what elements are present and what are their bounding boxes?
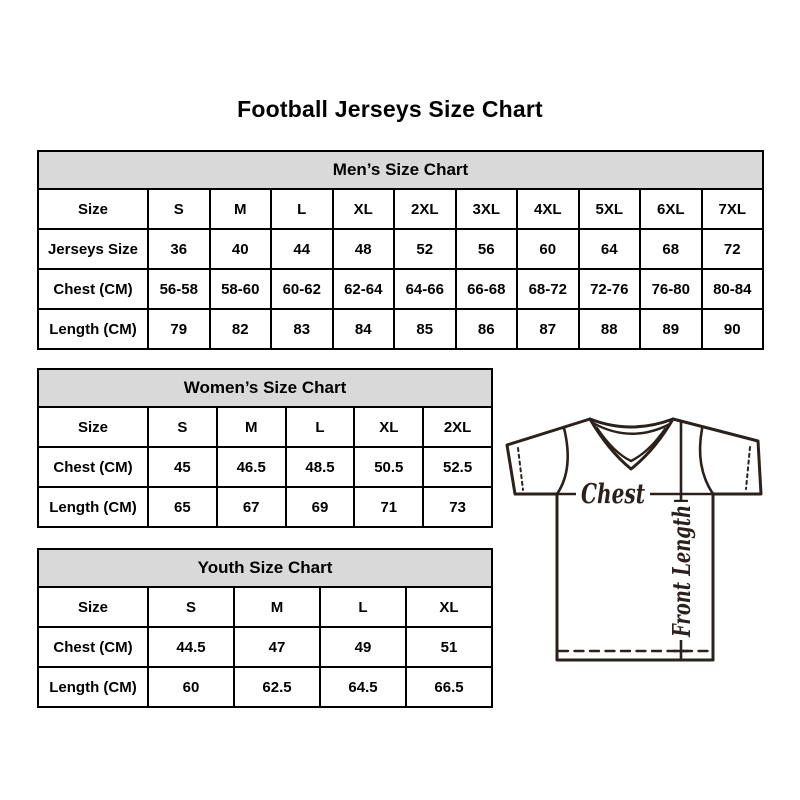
table-cell: 46.5 [217, 447, 286, 487]
page-title: Football Jerseys Size Chart [237, 96, 543, 122]
front-length-label: Front Length [667, 459, 696, 637]
table-cell: 52.5 [423, 447, 492, 487]
table-cell: 66-68 [456, 269, 518, 309]
table-row [38, 229, 763, 269]
mens-size-chart-table [37, 150, 764, 350]
table-cell: 60 [517, 229, 579, 269]
table-cell: 82 [210, 309, 272, 349]
table-cell: 87 [517, 309, 579, 349]
table-cell: 64.5 [320, 667, 406, 707]
table-cell: XL [333, 189, 395, 229]
chest-label: Chest [581, 479, 646, 510]
jersey-left-sleeve-dashed-line [518, 448, 523, 490]
table-row [38, 447, 492, 487]
table-cell: 76-80 [640, 269, 702, 309]
jersey-collar-top-curve [590, 419, 673, 427]
table-cell: 62-64 [333, 269, 395, 309]
table-title: Men’s Size Chart [38, 151, 763, 189]
table-cell: 44 [271, 229, 333, 269]
table-cell: M [217, 407, 286, 447]
table-cell: 52 [394, 229, 456, 269]
table-row [38, 269, 763, 309]
table-cell: 56 [456, 229, 518, 269]
row-label: Size [38, 587, 148, 627]
table-title: Women’s Size Chart [38, 369, 492, 407]
table-row [38, 627, 492, 667]
table-cell: 60 [148, 667, 234, 707]
table-cell: XL [406, 587, 492, 627]
table-cell: 40 [210, 229, 272, 269]
table-cell: 72-76 [579, 269, 641, 309]
jersey-outline-illustration [502, 401, 778, 667]
jersey-right-sleeve-dashed-line [746, 447, 750, 489]
table-cell: 79 [148, 309, 210, 349]
row-label: Size [38, 407, 148, 447]
table-cell: S [148, 587, 234, 627]
table-cell: M [234, 587, 320, 627]
table-cell: M [210, 189, 272, 229]
jersey-right-sleeve [673, 419, 761, 494]
table-cell: 73 [423, 487, 492, 527]
table-row [38, 189, 763, 229]
table-cell: 44.5 [148, 627, 234, 667]
table-cell: 62.5 [234, 667, 320, 707]
table-title-row [38, 369, 492, 407]
table-cell: 80-84 [702, 269, 764, 309]
table-cell: 69 [286, 487, 355, 527]
row-label: Chest (CM) [38, 447, 148, 487]
table-cell: L [271, 189, 333, 229]
table-cell: 51 [406, 627, 492, 667]
table-cell: XL [354, 407, 423, 447]
womens-size-chart-table [37, 368, 493, 528]
table-cell: 50.5 [354, 447, 423, 487]
row-label: Length (CM) [38, 487, 148, 527]
table-cell: 68-72 [517, 269, 579, 309]
table-cell: 2XL [394, 189, 456, 229]
table-title-row [38, 151, 763, 189]
table-row [38, 487, 492, 527]
table-cell: 67 [217, 487, 286, 527]
table-cell: 2XL [423, 407, 492, 447]
table-cell: 48.5 [286, 447, 355, 487]
table-row [38, 667, 492, 707]
row-label: Jerseys Size [38, 229, 148, 269]
table-row [38, 309, 763, 349]
table-cell: 60-62 [271, 269, 333, 309]
row-label: Length (CM) [38, 667, 148, 707]
table-title-row [38, 549, 492, 587]
table-cell: S [148, 407, 217, 447]
table-cell: 66.5 [406, 667, 492, 707]
table-cell: 84 [333, 309, 395, 349]
table-cell: S [148, 189, 210, 229]
table-cell: 65 [148, 487, 217, 527]
table-cell: 83 [271, 309, 333, 349]
table-cell: 7XL [702, 189, 764, 229]
table-cell: 47 [234, 627, 320, 667]
table-cell: 4XL [517, 189, 579, 229]
table-cell: 45 [148, 447, 217, 487]
table-cell: 49 [320, 627, 406, 667]
table-cell: 3XL [456, 189, 518, 229]
table-row [38, 407, 492, 447]
jersey-right-armhole-seam [700, 429, 713, 494]
table-cell: 71 [354, 487, 423, 527]
table-cell: 58-60 [210, 269, 272, 309]
row-label: Chest (CM) [38, 269, 148, 309]
row-label: Length (CM) [38, 309, 148, 349]
table-cell: 68 [640, 229, 702, 269]
table-cell: 86 [456, 309, 518, 349]
jersey-left-armhole-seam [557, 428, 568, 494]
table-cell: 72 [702, 229, 764, 269]
table-cell: 64 [579, 229, 641, 269]
table-title: Youth Size Chart [38, 549, 492, 587]
row-label: Chest (CM) [38, 627, 148, 667]
table-cell: 48 [333, 229, 395, 269]
table-cell: 85 [394, 309, 456, 349]
table-cell: L [320, 587, 406, 627]
table-cell: 88 [579, 309, 641, 349]
table-cell: 89 [640, 309, 702, 349]
table-cell: 5XL [579, 189, 641, 229]
table-cell: 90 [702, 309, 764, 349]
table-cell: 6XL [640, 189, 702, 229]
table-cell: 56-58 [148, 269, 210, 309]
youth-size-chart-table [37, 548, 493, 708]
row-label: Size [38, 189, 148, 229]
table-cell: L [286, 407, 355, 447]
table-row [38, 587, 492, 627]
table-cell: 36 [148, 229, 210, 269]
table-cell: 64-66 [394, 269, 456, 309]
jersey-measurement-diagram [502, 401, 778, 667]
